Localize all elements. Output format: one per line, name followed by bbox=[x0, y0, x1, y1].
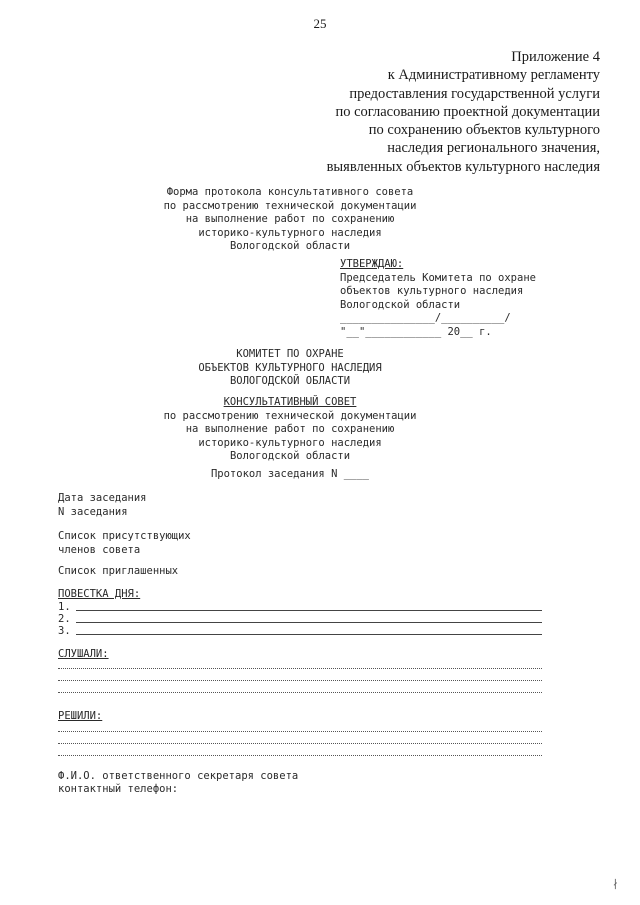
form-title-line: историко-культурного наследия bbox=[198, 226, 382, 239]
approval-line: объектов культурного наследия bbox=[340, 285, 524, 298]
agenda-item-line[interactable] bbox=[76, 634, 542, 635]
heard-line[interactable] bbox=[58, 692, 542, 693]
agenda-item-number: 2. bbox=[58, 613, 71, 625]
page-number: 25 bbox=[313, 16, 327, 31]
committee-line: КОМИТЕТ ПО ОХРАНЕ bbox=[236, 348, 344, 360]
appendix-header bbox=[180, 48, 600, 176]
appendix-line: наследия регионального значения, bbox=[387, 140, 600, 157]
form-title bbox=[130, 186, 450, 254]
attendees-label-cont: членов совета bbox=[58, 544, 141, 556]
agenda-item-number: 3. bbox=[58, 625, 71, 637]
attendees-label: Список присутствующих bbox=[58, 530, 191, 542]
meeting-date-label: Дата заседания bbox=[58, 492, 147, 504]
committee-line: ВОЛОГОДСКОЙ ОБЛАСТИ bbox=[229, 375, 351, 388]
protocol-number[interactable]: Протокол заседания N ____ bbox=[210, 468, 370, 480]
committee-name bbox=[130, 348, 450, 389]
agenda-item-line[interactable] bbox=[76, 610, 542, 611]
decided-line[interactable] bbox=[58, 755, 542, 756]
council-line: историко-культурного наследия bbox=[198, 436, 382, 449]
agenda-item-line[interactable] bbox=[76, 622, 542, 623]
heard-heading: СЛУШАЛИ: bbox=[58, 648, 109, 660]
form-title-line: Вологодской области bbox=[229, 240, 351, 253]
council-line: на выполнение работ по сохранению bbox=[185, 423, 395, 436]
appendix-line: выявленных объектов культурного наследия bbox=[326, 158, 600, 175]
approval-line: Председатель Комитета по охране bbox=[340, 271, 536, 284]
approval-heading: УТВЕРЖДАЮ: bbox=[340, 258, 404, 270]
appendix-line: к Административному регламенту bbox=[387, 67, 600, 84]
decided-heading: РЕШИЛИ: bbox=[58, 710, 103, 722]
appendix-line: по согласованию проектной документации bbox=[335, 103, 600, 120]
committee-line: ОБЪЕКТОВ КУЛЬТУРНОГО НАСЛЕДИЯ bbox=[198, 361, 382, 374]
appendix-line: по сохранению объектов культурного bbox=[368, 122, 600, 139]
appendix-line: предоставления государственной услуги bbox=[349, 85, 600, 102]
approval-line: Вологодской области bbox=[340, 298, 461, 311]
form-title-line: по рассмотрению технической документации bbox=[163, 199, 417, 212]
council-line: Вологодской области bbox=[229, 450, 351, 463]
heard-line[interactable] bbox=[58, 668, 542, 669]
invited-label: Список приглашенных bbox=[58, 565, 179, 577]
secretary-name-label: Ф.И.О. ответственного секретаря совета bbox=[58, 770, 299, 782]
heard-line[interactable] bbox=[58, 680, 542, 681]
agenda-item-number: 1. bbox=[58, 601, 71, 613]
form-title-line: Форма протокола консультативного совета bbox=[166, 186, 414, 198]
decided-line[interactable] bbox=[58, 731, 542, 732]
form-title-line: на выполнение работ по сохранению bbox=[185, 213, 395, 226]
signature-line[interactable]: _______________/__________/ bbox=[340, 312, 511, 325]
meeting-number-label: N заседания bbox=[58, 506, 128, 518]
agenda-heading: ПОВЕСТКА ДНЯ: bbox=[58, 588, 141, 600]
council-line: по рассмотрению технической документации bbox=[163, 409, 417, 422]
decided-line[interactable] bbox=[58, 743, 542, 744]
approval-date-line[interactable]: "__"____________ 20__ г. bbox=[340, 325, 492, 338]
scan-corner-mark: ∤ bbox=[612, 879, 618, 891]
council-heading: КОНСУЛЬТАТИВНЫЙ СОВЕТ bbox=[223, 396, 357, 408]
council-block bbox=[130, 396, 450, 464]
approval-block bbox=[340, 258, 536, 340]
secretary-phone-label: контактный телефон: bbox=[58, 783, 179, 795]
appendix-line: Приложение 4 bbox=[511, 49, 600, 65]
